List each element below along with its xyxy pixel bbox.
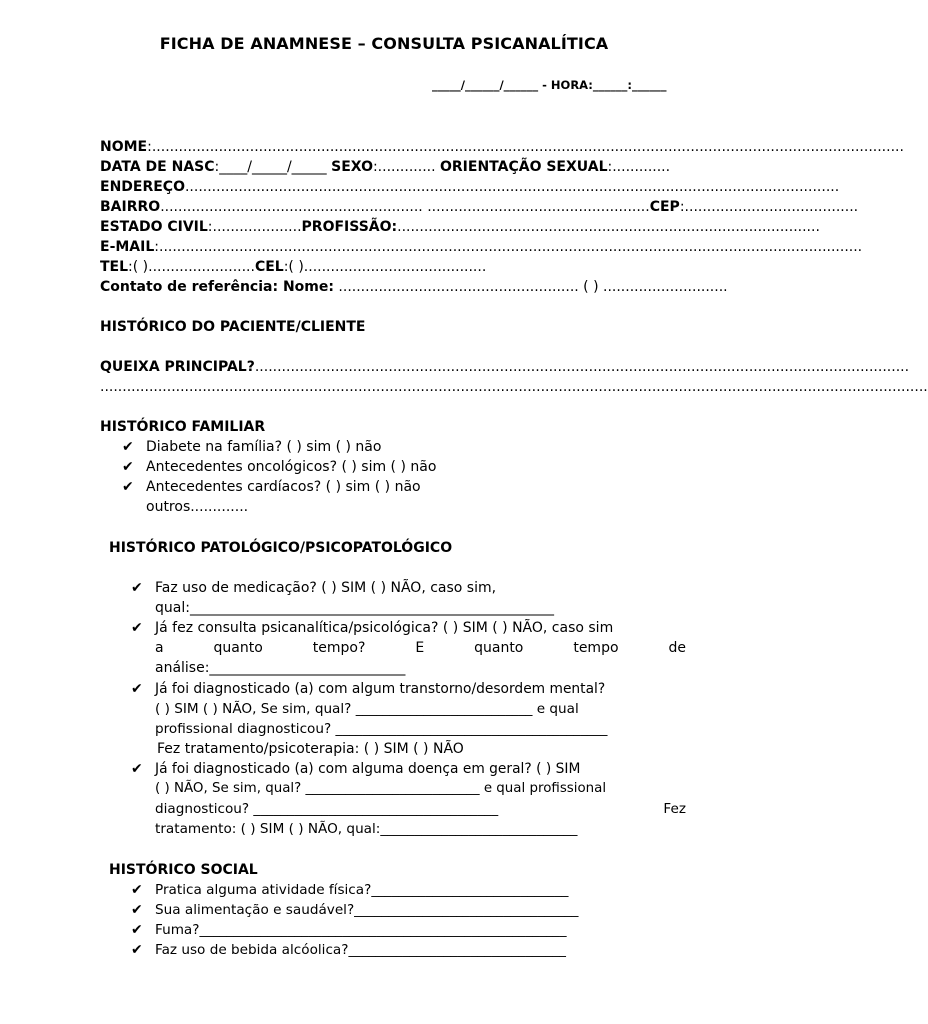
check-icon: ✔ — [131, 882, 143, 898]
word: quanto — [474, 640, 524, 656]
field-queixa[interactable] — [100, 357, 910, 377]
word: a — [155, 640, 164, 656]
list-item[interactable]: Diabete na família? ( ) sim ( ) não — [146, 439, 382, 455]
word: tempo — [573, 640, 619, 656]
word: tempo? — [312, 640, 366, 656]
check-icon: ✔ — [131, 942, 143, 958]
label-tel: TEL — [100, 259, 129, 275]
field-tel-row[interactable] — [100, 257, 682, 277]
list-item[interactable]: Antecedentes oncológicos? ( ) sim ( ) não — [146, 459, 437, 475]
question-alimentacao[interactable]: Sua alimentação e saudável?_________________________________ — [155, 902, 579, 918]
fill-estado-civil: :.................... — [207, 219, 302, 235]
field-nome[interactable] — [100, 137, 904, 157]
field-contato[interactable] — [100, 277, 728, 297]
field-email[interactable] — [100, 237, 863, 257]
label-orientacao: ORIENTAÇÃO SEXUAL — [440, 159, 608, 175]
label-estado-civil: ESTADO CIVIL — [100, 219, 208, 235]
question-medicacao[interactable]: Faz uso de medicação? ( ) SIM ( ) NÃO, caso sim, — [155, 580, 497, 596]
fill-orientacao: :............. — [607, 159, 671, 175]
fill-nome: :......................................................................................................................................................................... — [147, 139, 904, 155]
question-transtorno[interactable]: Já foi diagnosticado (a) com algum transtorno/desordem mental? — [155, 681, 606, 697]
word: quanto — [213, 640, 263, 656]
question-tratamento[interactable]: Fez tratamento/psicoterapia: ( ) SIM ( ) NÃO — [157, 741, 464, 757]
field-doenca-profissional[interactable] — [155, 799, 686, 819]
fill-contato: ...................................................... ( ) ............................ — [333, 279, 728, 295]
field-nasc-row[interactable] — [100, 157, 682, 177]
label-profissao: PROFISSÃO: — [301, 219, 398, 235]
label-nasc: DATA DE NASC — [100, 159, 215, 175]
field-transtorno-profissional[interactable]: profissional diagnosticou? ________________________________________ — [155, 721, 608, 737]
label-email: E-MAIL — [100, 239, 155, 255]
fill-cel: :( )......................................... — [283, 259, 487, 275]
field-estado-row[interactable] — [100, 217, 820, 237]
field-queixa-continued[interactable] — [100, 377, 928, 397]
form-title: FICHA DE ANAMNESE – CONSULTA PSICANALÍTICA — [159, 34, 609, 53]
check-icon: ✔ — [131, 580, 143, 596]
fill-diagnosticou: diagnosticou? ____________________________________ — [155, 801, 499, 817]
word-fez: Fez — [663, 801, 686, 817]
question-bebida[interactable]: Faz uso de bebida alcóolica?________________________________ — [155, 942, 566, 958]
label-queixa: QUEIXA PRINCIPAL? — [100, 359, 255, 375]
label-sexo: SEXO — [331, 159, 373, 175]
question-doenca[interactable]: Já foi diagnosticado (a) com alguma doença em geral? ( ) SIM — [155, 761, 581, 777]
question-transtorno-qual[interactable]: ( ) SIM ( ) NÃO, Se sim, qual? __________________________ e qual — [155, 701, 579, 717]
label-endereco: ENDEREÇO — [100, 179, 185, 195]
fill-sexo: :............. — [372, 159, 440, 175]
fill-endereco: ................................................................................................................................................... — [184, 179, 840, 195]
field-medicacao-qual[interactable]: qual:____________________________________________________ — [155, 600, 554, 616]
field-analise[interactable]: análise:____________________________ — [155, 660, 406, 676]
fill-nasc: :____/_____/_____ — [214, 159, 332, 175]
label-cep: CEP — [649, 199, 680, 215]
question-atividade-fisica[interactable]: Pratica alguma atividade física?_____________________________ — [155, 882, 569, 898]
fill-tel: :( )........................ — [128, 259, 255, 275]
fill-bairro: ........................................................... .................................................. — [160, 199, 650, 215]
question-consulta[interactable]: Já fez consulta psicanalítica/psicológica? ( ) SIM ( ) NÃO, caso sim — [155, 620, 614, 636]
check-icon: ✔ — [131, 681, 143, 697]
heading-historico-patologico: HISTÓRICO PATOLÓGICO/PSICOPATOLÓGICO — [109, 540, 453, 556]
list-item[interactable]: Antecedentes cardíacos? ( ) sim ( ) não — [146, 479, 421, 495]
fill-email: :.............................................................................................................................................................. — [154, 239, 863, 255]
check-icon: ✔ — [131, 761, 143, 777]
check-icon: ✔ — [122, 459, 134, 475]
field-endereco[interactable] — [100, 177, 840, 197]
heading-historico-familiar: HISTÓRICO FAMILIAR — [100, 419, 266, 435]
question-doenca-tratamento[interactable]: tratamento: ( ) SIM ( ) NÃO, qual:_____________________________ — [155, 821, 578, 837]
check-icon: ✔ — [122, 479, 134, 495]
check-icon: ✔ — [131, 620, 143, 636]
check-icon: ✔ — [131, 902, 143, 918]
question-fuma[interactable]: Fuma?______________________________________________________ — [155, 922, 567, 938]
check-icon: ✔ — [122, 439, 134, 455]
fill-profissao: ............................................................................................... — [397, 219, 820, 235]
label-nome: NOME — [100, 139, 148, 155]
field-bairro-row[interactable] — [100, 197, 859, 217]
question-doenca-qual[interactable]: ( ) NÃO, Se sim, qual? __________________________ e qual profissional — [155, 781, 607, 796]
label-bairro: BAIRRO — [100, 199, 161, 215]
fill-queixa: ................................................................................................................................................... — [254, 359, 910, 375]
heading-historico-social: HISTÓRICO SOCIAL — [109, 862, 258, 878]
field-outros[interactable]: outros............. — [146, 499, 249, 515]
question-consulta-tempo[interactable] — [155, 638, 686, 658]
label-cel: CEL — [254, 259, 284, 275]
check-icon: ✔ — [131, 922, 143, 938]
date-time-field[interactable]: _____/______/______ - HORA:______:______ — [432, 78, 667, 92]
word: E — [415, 640, 425, 656]
fill-cep: :....................................... — [679, 199, 859, 215]
word: de — [668, 640, 686, 656]
heading-historico-paciente: HISTÓRICO DO PACIENTE/CLIENTE — [100, 319, 366, 335]
label-contato: Contato de referência: Nome: — [100, 279, 334, 295]
fill-queixa-2: .......................................................................................................................................................................................... — [100, 379, 928, 395]
